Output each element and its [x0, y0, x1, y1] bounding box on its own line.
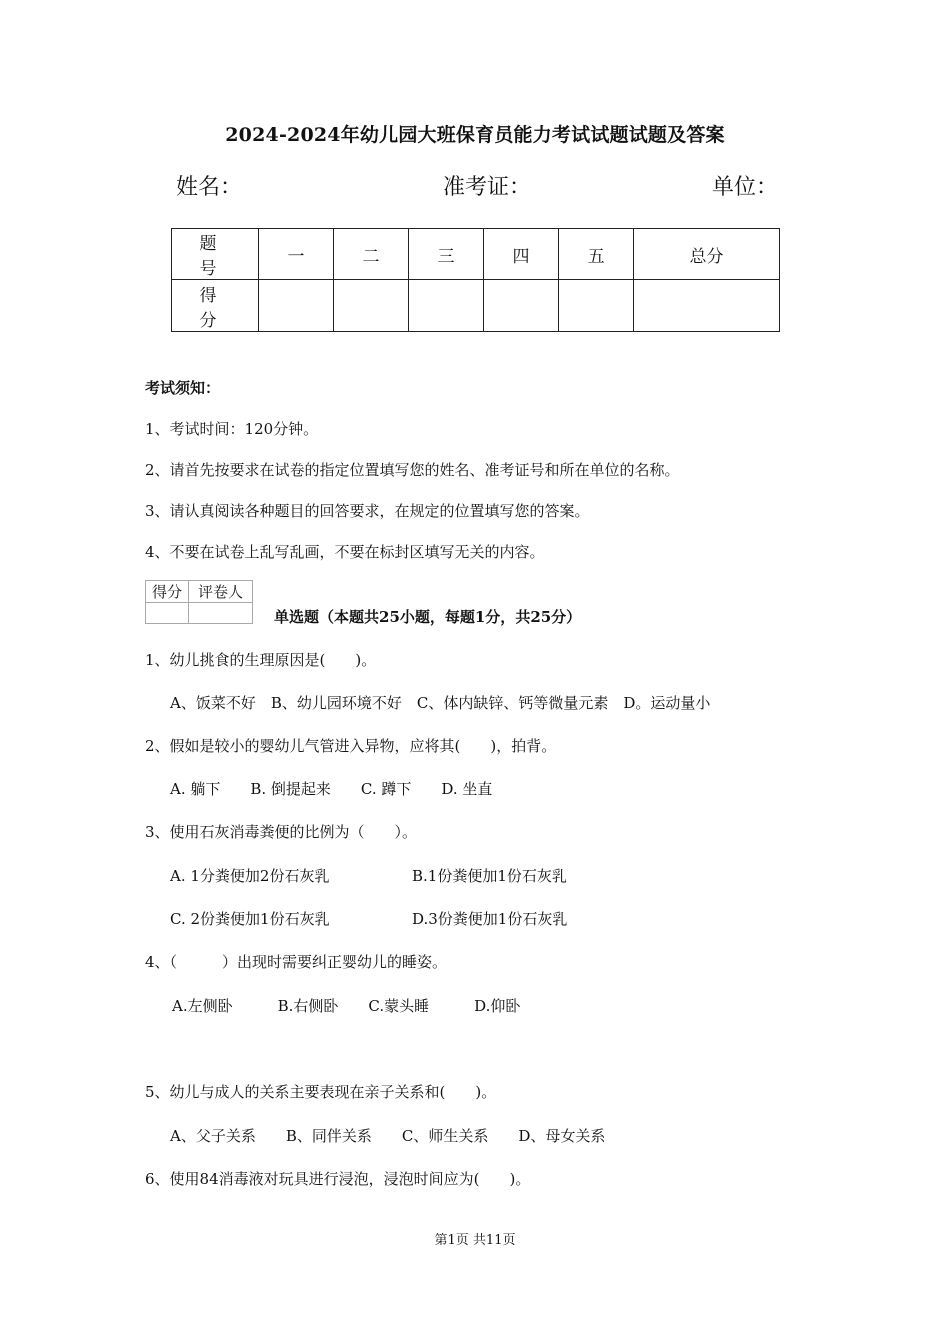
score-cell-total[interactable] [634, 280, 780, 332]
score-table-header-row [172, 229, 780, 280]
question-3-option-b: B.1份粪便加1份石灰乳 [412, 867, 567, 885]
section-title: 单选题（本题共25小题，每题1分，共25分） [274, 608, 582, 626]
score-table-col-4: 四 [484, 229, 559, 280]
question-3-option-a: A. 1分粪便加2份石灰乳 [170, 867, 330, 885]
question-5-options: A、父子关系 B、同伴关系 C、师生关系 D、母女关系 [170, 1127, 606, 1145]
grader-reviewer-cell[interactable] [189, 603, 253, 624]
notice-item: 3、请认真阅读各种题目的回答要求，在规定的位置填写您的答案。 [145, 502, 590, 520]
score-table-col-3: 三 [409, 229, 484, 280]
score-table-col-total: 总分 [634, 229, 780, 280]
question-6: 6、使用84消毒液对玩具进行浸泡，浸泡时间应为( )。 [145, 1170, 531, 1188]
score-cell-3[interactable] [409, 280, 484, 332]
score-cell-2[interactable] [334, 280, 409, 332]
question-4-options: A.左侧卧 B.右侧卧 C.蒙头睡 D.仰卧 [172, 997, 521, 1015]
unit-field-label: 单位： [712, 175, 779, 200]
notice-item: 1、考试时间：120分钟。 [145, 420, 319, 438]
grader-score-cell[interactable] [146, 603, 189, 624]
notice-item: 2、请首先按要求在试卷的指定位置填写您的姓名、准考证号和所在单位的名称。 [145, 461, 680, 479]
grader-reviewer-label: 评卷人 [189, 581, 253, 603]
question-2: 2、假如是较小的婴幼儿气管进入异物，应将其( )，拍背。 [145, 737, 557, 755]
page-title: 2024-2024年幼儿园大班保育员能力考试试题试题及答案 [225, 124, 725, 146]
question-5: 5、幼儿与成人的关系主要表现在亲子关系和( )。 [145, 1083, 497, 1101]
question-4: 4、（ ）出现时需要纠正婴幼儿的睡姿。 [145, 953, 448, 971]
score-table-score-label: 得 分 [172, 280, 259, 332]
question-3: 3、使用石灰消毒粪便的比例为（ ）。 [145, 823, 418, 841]
question-3-option-c: C. 2份粪便加1份石灰乳 [170, 910, 330, 928]
exam-number-field-label: 准考证： [443, 175, 532, 200]
score-cell-4[interactable] [484, 280, 559, 332]
question-3-option-d: D.3份粪便加1份石灰乳 [412, 910, 568, 928]
score-cell-1[interactable] [259, 280, 334, 332]
question-1: 1、幼儿挑食的生理原因是( )。 [145, 651, 377, 669]
score-table-header-label: 题 号 [172, 229, 259, 280]
notice-item: 4、不要在试卷上乱写乱画，不要在标封区填写无关的内容。 [145, 543, 545, 561]
score-table-col-2: 二 [334, 229, 409, 280]
score-table-col-5: 五 [559, 229, 634, 280]
score-cell-5[interactable] [559, 280, 634, 332]
question-1-options: A、饭菜不好 B、幼儿园环境不好 C、体内缺锌、钙等微量元素 D。运动量小 [170, 694, 711, 712]
score-table-col-1: 一 [259, 229, 334, 280]
score-table-score-row [172, 280, 780, 332]
question-2-options: A. 躺下 B. 倒提起来 C. 蹲下 D. 坐直 [170, 780, 493, 798]
page-footer: 第1页 共11页 [434, 1233, 516, 1248]
name-field-label: 姓名： [176, 175, 243, 200]
score-table [171, 228, 780, 332]
grader-box [145, 580, 253, 624]
grader-score-label: 得分 [146, 581, 189, 603]
notice-heading: 考试须知： [145, 379, 221, 397]
